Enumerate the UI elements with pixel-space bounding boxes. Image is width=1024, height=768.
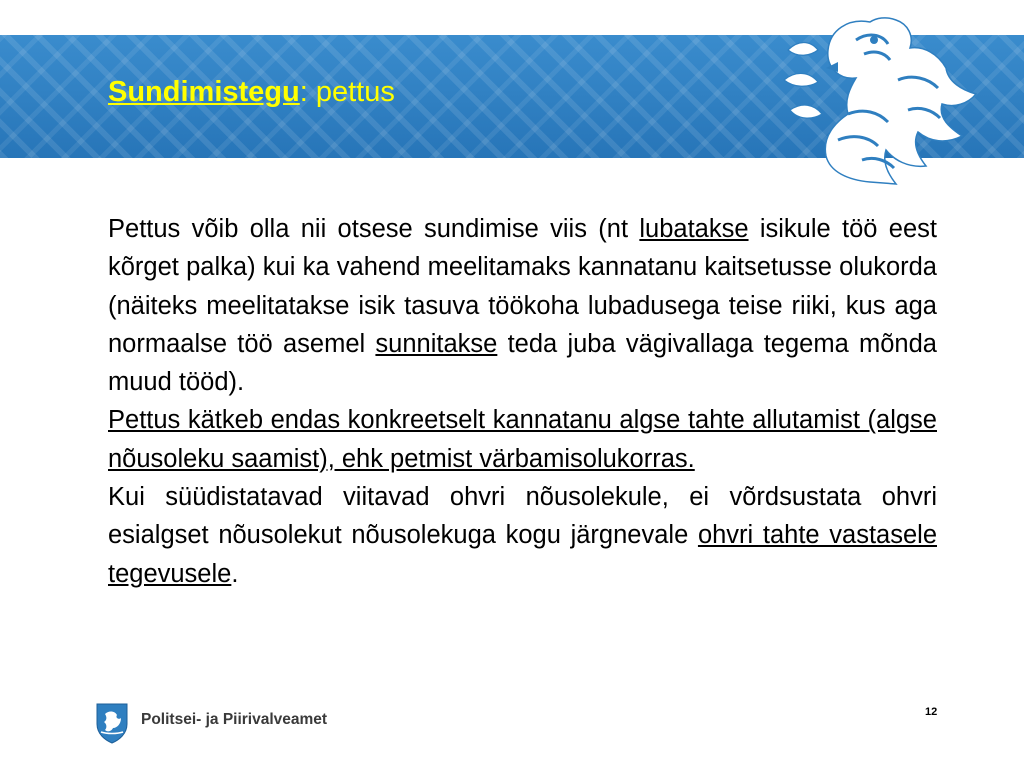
title-keyword: Sundimistegu	[108, 76, 300, 108]
paragraph-1-text-a: Pettus võib olla nii otsese sundimise viis (nt	[108, 215, 640, 243]
page-number: 12	[925, 706, 938, 718]
organization-name: Politsei- ja Piirivalveamet	[141, 711, 328, 728]
underlined-term-ohvri-tahte: ohvri tahte vastasele tegevusele	[108, 521, 937, 588]
paragraph-3	[108, 478, 937, 593]
paragraph-2	[108, 401, 937, 478]
paragraph-2-text: Pettus kätkeb endas konkreetselt kannatanu algse tahte allutamist (algse nõusoleku saamist), ehk petmist värbamisolukorras.	[108, 406, 937, 473]
body-text	[108, 210, 937, 593]
title-suffix: : pettus	[299, 76, 395, 108]
paragraph-3-text-b: .	[231, 559, 239, 588]
slide-title	[108, 74, 395, 110]
paragraph-3-text-a: Kui süüdistatavad viitavad ohvri nõusolekule, ei võrdsustata ohvri esialgset nõusolekut nõusolekuga kogu järgnevale	[108, 483, 937, 550]
paragraph-1-text-c: teda juba vägivallaga tegema mõnda muud tööd).	[108, 329, 937, 397]
police-shield-icon	[95, 702, 129, 744]
paragraph-1	[108, 210, 937, 401]
underlined-term-sunnitakse: sunnitakse	[375, 329, 498, 358]
paragraph-1-text-b: isikule töö eest kõrget palka) kui ka vahend meelitamaks kannatanu kaitsetusse olukorda (näiteks meelitatakse isik tasuva töökoha lubadusega teise riiki, kus aga normaalse töö asemel	[108, 215, 937, 358]
lion-emblem-icon	[778, 10, 978, 192]
underlined-term-lubatakse: lubatakse	[639, 215, 749, 243]
